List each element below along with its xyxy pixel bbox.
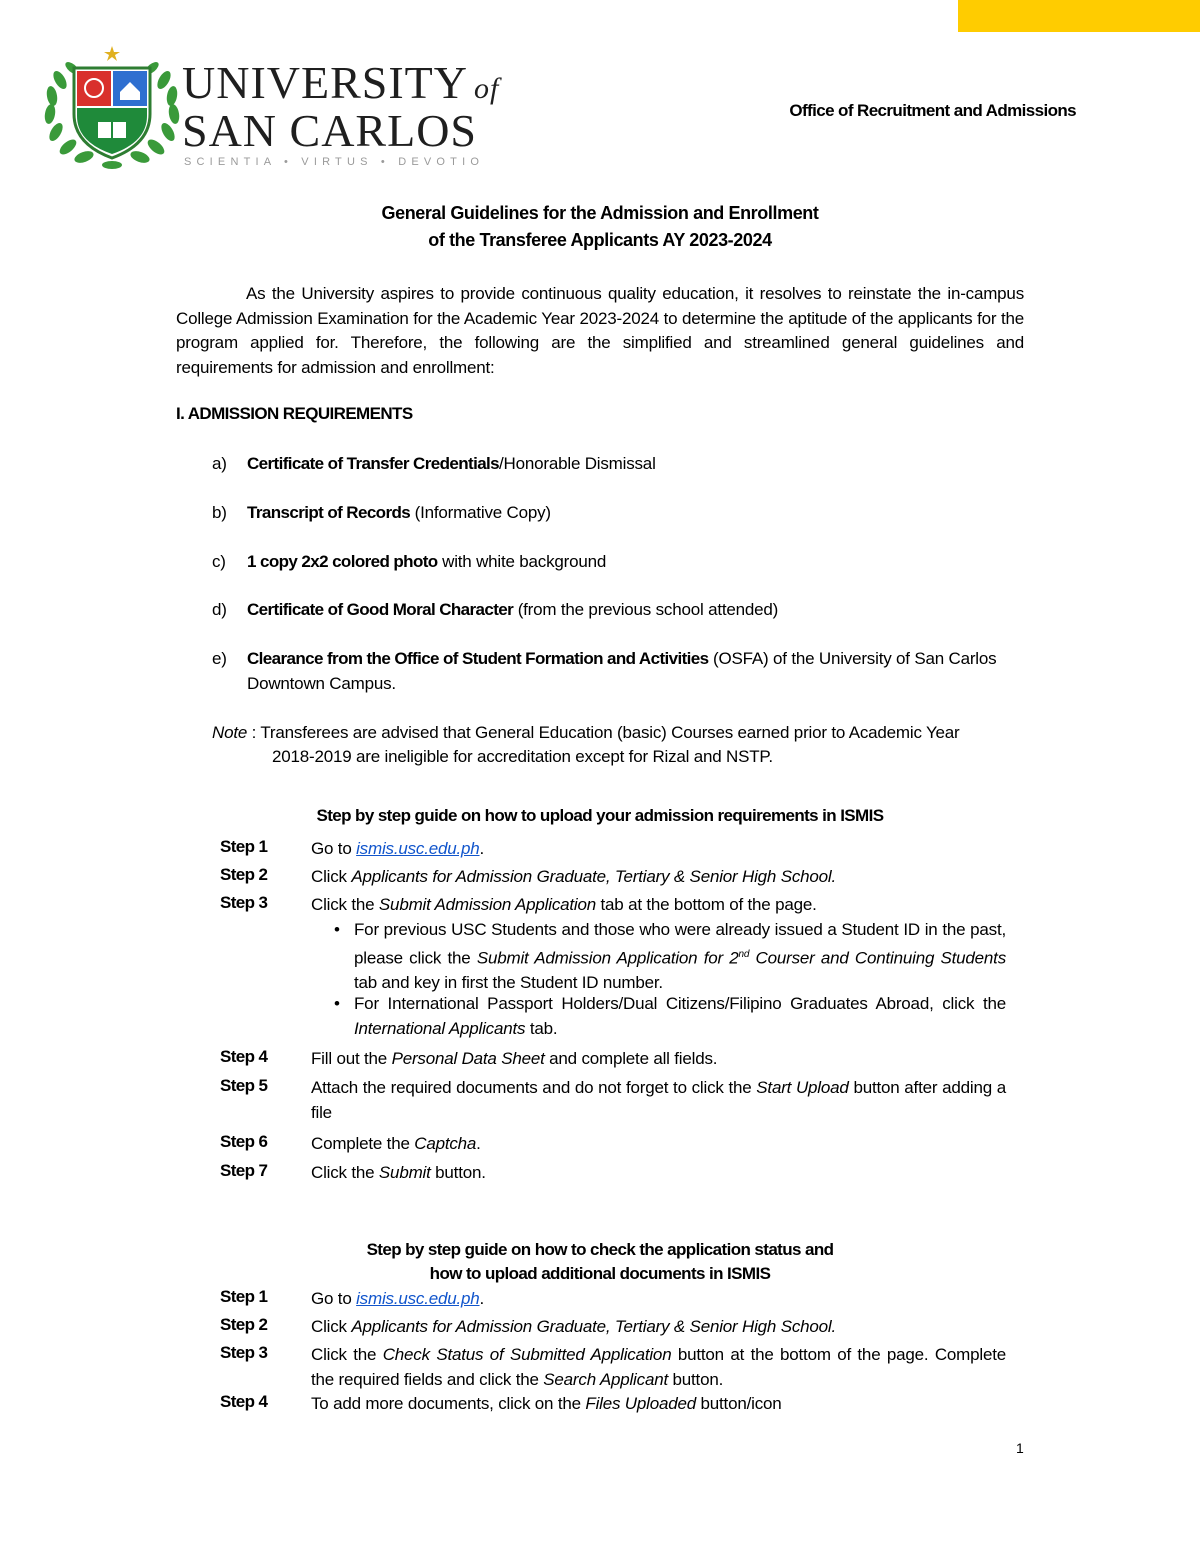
guide-status-title-line1: Step by step guide on how to check the application status and: [366, 1240, 834, 1259]
university-name-of: of: [473, 72, 500, 105]
page-number: 1: [1016, 1440, 1024, 1456]
transferee-note: Note : Transferees are advised that General Education (basic) Courses earned prior to Academic Year: [212, 723, 960, 742]
section-heading-admission-requirements: I. ADMISSION REQUIREMENTS: [176, 404, 413, 423]
office-name: Office of Recruitment and Admissions: [789, 101, 1076, 120]
step-label: Step 3: [220, 1343, 268, 1362]
note-label: Note: [212, 723, 248, 742]
bullet-icon: •: [334, 994, 340, 1013]
step-text: Click the Submit Admission Application tab at the bottom of the page.: [311, 895, 817, 914]
university-seal-icon: [44, 44, 180, 172]
requirement-item: c) 1 copy 2x2 colored photo with white background: [212, 552, 607, 571]
requirement-item: b) Transcript of Records (Informative Copy): [212, 503, 551, 522]
bullet-icon: •: [334, 920, 340, 939]
step-text: Go to ismis.usc.edu.ph.: [311, 1289, 485, 1308]
ismis-link[interactable]: ismis.usc.edu.ph: [356, 839, 480, 858]
step-text: Attach the required documents and do not forget to click the Start Upload button after adding a file: [311, 1078, 1006, 1122]
university-name-line2: SAN CARLOS: [182, 105, 478, 156]
step-label: Step 7: [220, 1161, 268, 1180]
step-label: Step 4: [220, 1392, 268, 1411]
guide-status-title-line2: how to upload additional documents in ISMIS: [429, 1264, 771, 1283]
step-label: Step 2: [220, 1315, 268, 1334]
step-text: Click Applicants for Admission Graduate, Tertiary & Senior High School.: [311, 1317, 837, 1336]
step-text: Fill out the Personal Data Sheet and complete all fields.: [311, 1049, 718, 1068]
requirement-item: d) Certificate of Good Moral Character (from the previous school attended): [212, 600, 779, 619]
step-label: Step 3: [220, 893, 268, 912]
document-title-line2: of the Transferee Applicants AY 2023-2024: [428, 230, 772, 250]
requirement-item: a) Certificate of Transfer Credentials/Honorable Dismissal: [212, 454, 656, 473]
guide-upload-title: Step by step guide on how to upload your admission requirements in ISMIS: [316, 806, 884, 825]
accent-bar: [958, 0, 1200, 32]
intro-paragraph: As the University aspires to provide continuous quality education, it resolves to reinstate the in-campus College Admission Examination for the Academic Year 2023-2024 to determine the aptitude of the applicants for the program applied for. Therefore, the following are the simplified and streamlined general guidelines and requirements for admission and enrollment:: [176, 284, 1024, 377]
step-text: To add more documents, click on the Files Uploaded button/icon: [311, 1394, 782, 1413]
step-text: Click the Check Status of Submitted Application button at the bottom of the page. Complete the required fields and click the Search Applicant button.: [311, 1345, 1006, 1389]
requirement-item: e) Clearance from the Office of Student Formation and Activities (OSFA) of the University of San Carlos Downtown Campus.: [212, 649, 997, 693]
step-text: Click the Submit button.: [311, 1163, 486, 1182]
step-label: Step 4: [220, 1047, 268, 1066]
step-label: Step 1: [220, 1287, 268, 1306]
university-name-line1: UNIVERSITY: [182, 57, 468, 108]
document-title-line1: General Guidelines for the Admission and Enrollment: [381, 203, 819, 223]
bullet-item: • For International Passport Holders/Dual Citizens/Filipino Graduates Abroad, click the International Applicants tab.: [334, 994, 1006, 1038]
university-motto: SCIENTIA • VIRTUS • DEVOTIO: [184, 156, 485, 168]
step-text: Click Applicants for Admission Graduate, Tertiary & Senior High School.: [311, 867, 837, 886]
step-label: Step 6: [220, 1132, 268, 1151]
university-logo: [44, 44, 500, 172]
step-label: Step 2: [220, 865, 268, 884]
transferee-note-continued: 2018-2019 are ineligible for accreditation except for Rizal and NSTP.: [272, 747, 773, 766]
bullet-item: • For previous USC Students and those who were already issued a Student ID in the past, please click the Submit Admission Application for 2nd Courser and Continuing Students tab and key in first the Student ID number.: [334, 920, 1006, 992]
step-text: Go to ismis.usc.edu.ph.: [311, 839, 485, 858]
step-text: Complete the Captcha.: [311, 1134, 481, 1153]
step-label: Step 5: [220, 1076, 268, 1095]
ismis-link[interactable]: ismis.usc.edu.ph: [356, 1289, 480, 1308]
step-label: Step 1: [220, 837, 268, 856]
